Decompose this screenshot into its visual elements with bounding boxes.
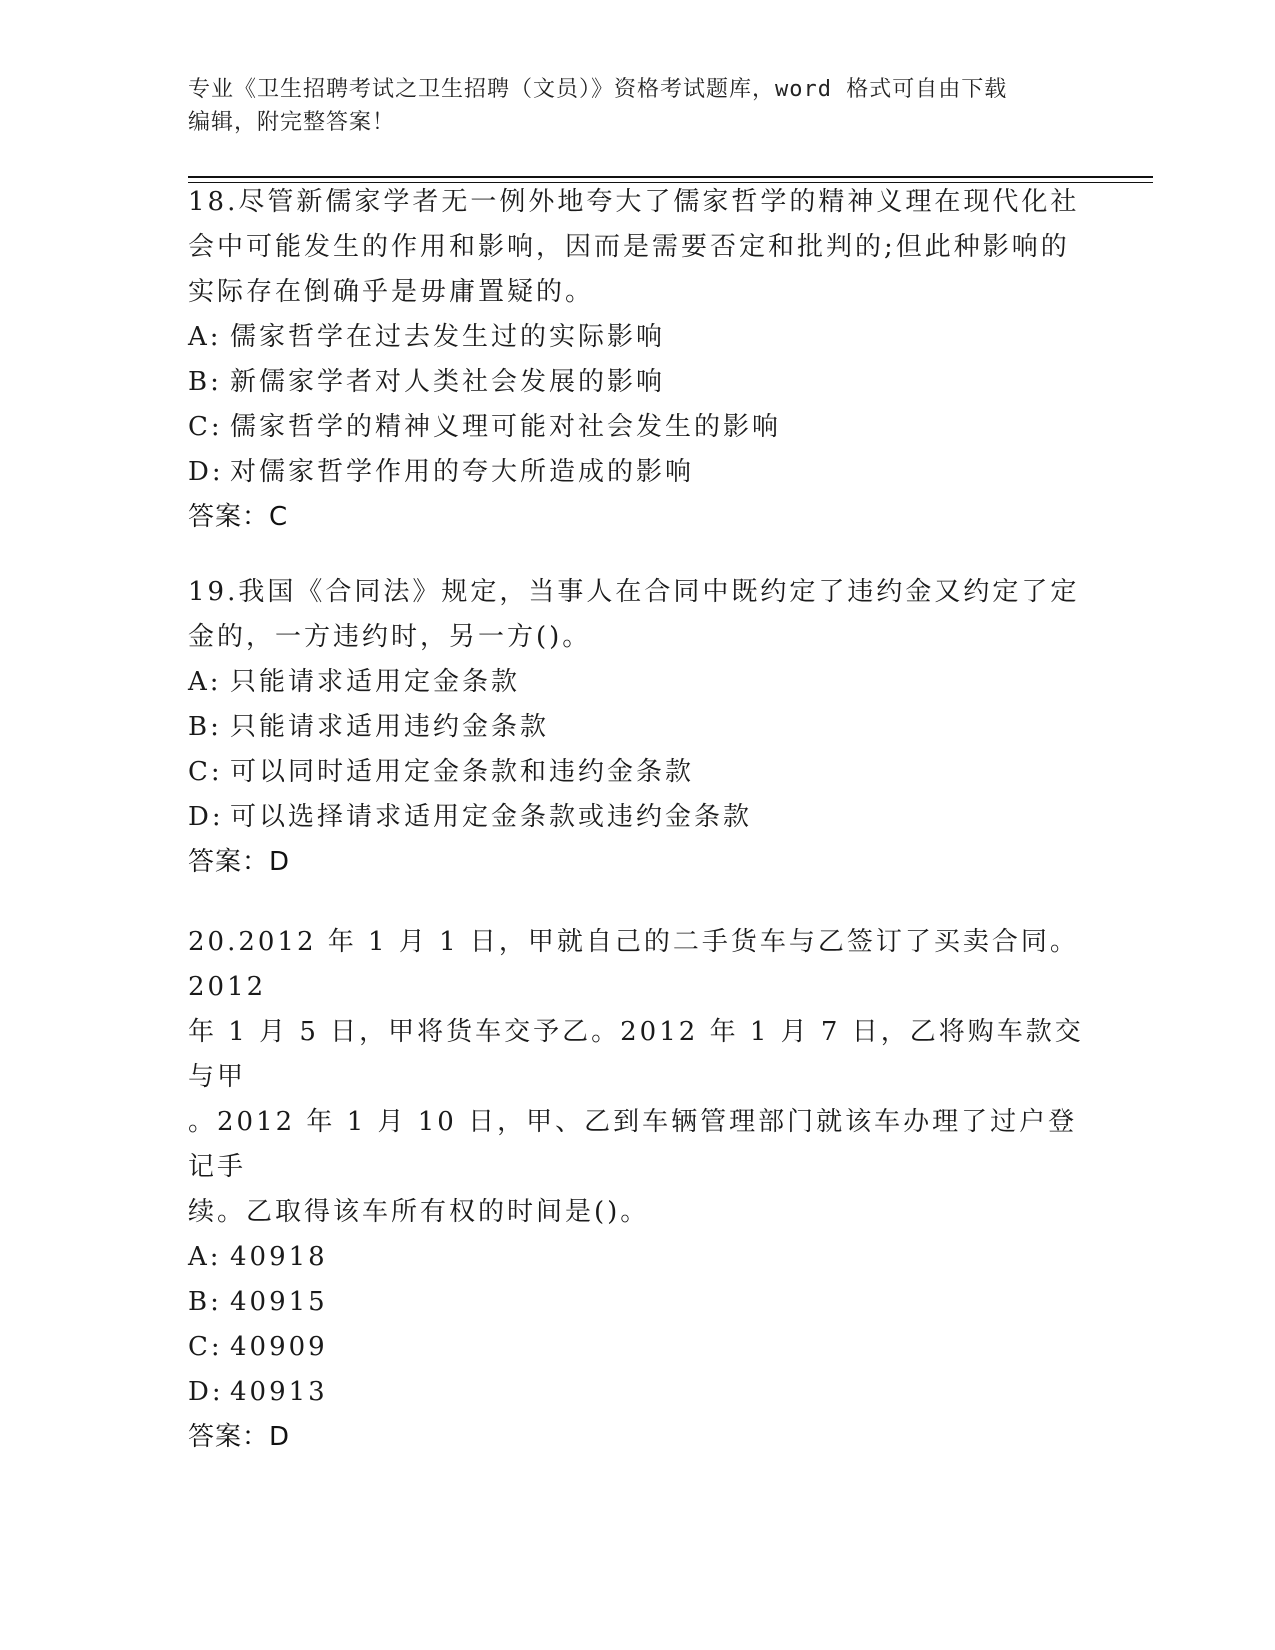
option-key: A:	[188, 667, 222, 697]
option-d	[188, 1370, 1088, 1415]
option-key: C:	[188, 412, 223, 442]
question-20	[188, 920, 1088, 1460]
option-c	[188, 1325, 1088, 1370]
option-key: C:	[188, 1332, 223, 1362]
answer-line: 答案：C	[188, 502, 289, 532]
option-key: D:	[188, 802, 224, 832]
option-text: 对儒家哲学作用的夸大所造成的影响	[230, 457, 695, 487]
option-text: 儒家哲学在过去发生过的实际影响	[230, 322, 666, 352]
option-text: 40918	[230, 1242, 328, 1272]
option-key: D:	[188, 457, 224, 487]
question-stem-line: 19.我国《合同法》规定，当事人在合同中既约定了违约金又约定了定	[188, 577, 1080, 607]
option-c	[188, 750, 1088, 795]
option-d	[188, 450, 1088, 495]
option-b	[188, 1280, 1088, 1325]
option-text: 新儒家学者对人类社会发展的影响	[230, 367, 666, 397]
question-19	[188, 570, 1088, 885]
option-text: 可以选择请求适用定金条款或违约金条款	[230, 802, 753, 832]
document-header	[188, 73, 1078, 139]
option-key: D:	[188, 1377, 224, 1407]
header-line-1: 专业《卫生招聘考试之卫生招聘（文员）》资格考试题库，word 格式可自由下载	[188, 77, 1008, 102]
question-stem-line: 会中可能发生的作用和影响，因而是需要否定和批判的;但此种影响的	[188, 232, 1070, 262]
option-text: 40913	[230, 1377, 328, 1407]
question-stem-line: 续。乙取得该车所有权的时间是()。	[188, 1197, 650, 1227]
option-key: A:	[188, 322, 222, 352]
option-text: 只能请求适用定金条款	[230, 667, 521, 697]
option-key: B:	[188, 712, 222, 742]
option-text: 儒家哲学的精神义理可能对社会发生的影响	[230, 412, 782, 442]
question-stem-line: 20.2012 年 1 月 1 日，甲就自己的二手货车与乙签订了买卖合同。2012	[188, 927, 1079, 1002]
option-d	[188, 795, 1088, 840]
option-text: 只能请求适用违约金条款	[230, 712, 550, 742]
option-c	[188, 405, 1088, 450]
option-b	[188, 360, 1088, 405]
option-key: B:	[188, 367, 222, 397]
answer-line: 答案：D	[188, 1422, 291, 1452]
question-stem-line: 18.尽管新儒家学者无一例外地夸大了儒家哲学的精神义理在现代化社	[188, 187, 1080, 217]
question-stem-line: 。2012 年 1 月 10 日，甲、乙到车辆管理部门就该车办理了过户登记手	[188, 1107, 1078, 1182]
option-a	[188, 1235, 1088, 1280]
header-divider-thick	[188, 176, 1153, 178]
option-b	[188, 705, 1088, 750]
question-stem-line: 实际存在倒确乎是毋庸置疑的。	[188, 277, 595, 307]
question-18	[188, 180, 1088, 540]
question-stem-line: 年 1 月 5 日，甲将货车交予乙。2012 年 1 月 7 日，乙将购车款交与甲	[188, 1017, 1084, 1092]
option-key: C:	[188, 757, 223, 787]
header-line-2: 编辑，附完整答案！	[188, 110, 396, 135]
option-text: 40909	[230, 1332, 328, 1362]
option-text: 40915	[230, 1287, 328, 1317]
answer-line: 答案：D	[188, 847, 291, 877]
option-text: 可以同时适用定金条款和违约金条款	[230, 757, 695, 787]
option-a	[188, 315, 1088, 360]
question-stem-line: 金的，一方违约时，另一方()。	[188, 622, 592, 652]
option-a	[188, 660, 1088, 705]
option-key: B:	[188, 1287, 222, 1317]
option-key: A:	[188, 1242, 222, 1272]
